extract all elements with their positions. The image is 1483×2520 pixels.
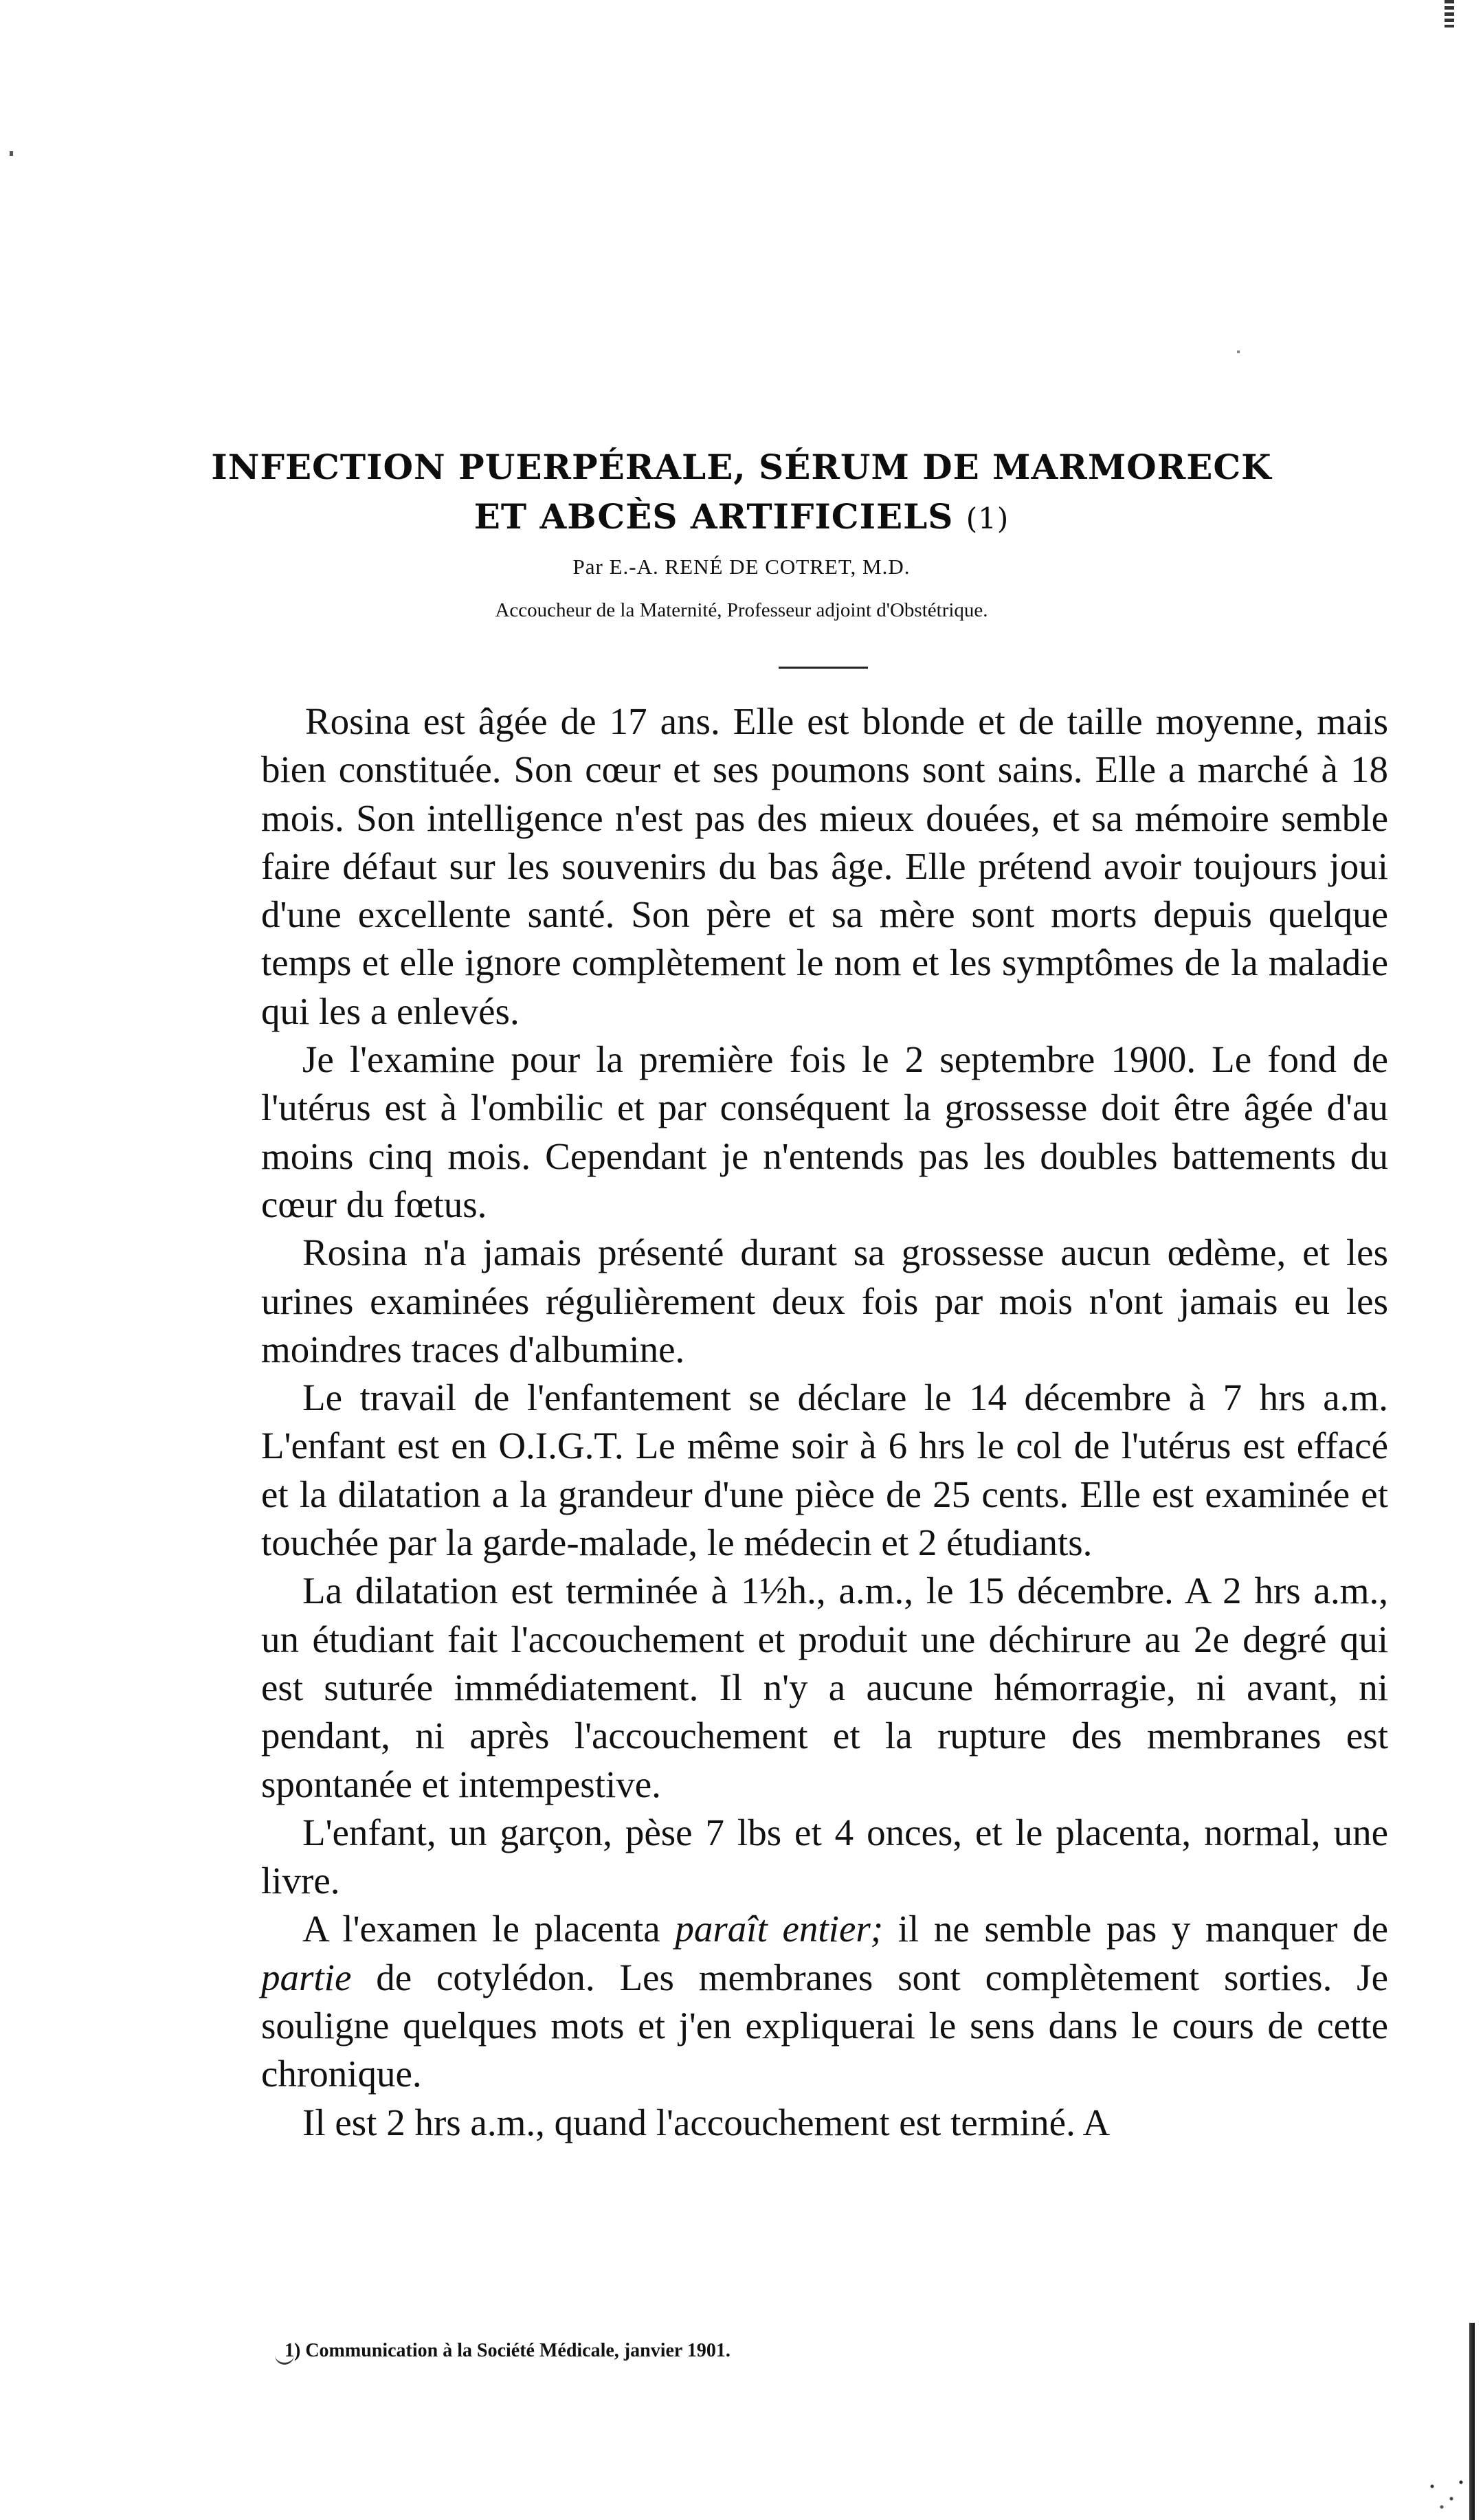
italic-emphasis: partie <box>261 1956 352 1998</box>
author-affiliation: Accoucheur de la Maternité, Professeur adjoint d'Obstétrique. <box>495 599 988 621</box>
page-edge-mark <box>1445 0 1454 27</box>
paragraph: Le travail de l'enfantement se déclare le 14 décembre à 7 hrs a.m. L'enfant est en O.I.G.T. Le même soir à 6 hrs le col de l'utérus est effacé et la dilatation a la grandeur d'une pièce de 25 cents. Elle est examinée et touchée par la garde-malade, le médecin et 2 étudiants. <box>261 1376 1388 1564</box>
article-title-line-2 <box>0 496 1483 537</box>
paragraph: La dilatation est terminée à 1½h., a.m., le 15 décembre. A 2 hrs a.m., un étudiant fait l'accouchement et produit une déchirure au 2e degré qui est suturée immédiatement. Il n'y a aucune hémorragie, ni avant, ni pendant, ni après l'accouchement et la rupture des membranes est spontanée et intempestive. <box>261 1570 1388 1805</box>
paragraph-text: A l'examen le placenta <box>302 1908 676 1950</box>
footnote: 1) Communication à la Société Médicale, janvier 1901. <box>285 2340 731 2361</box>
footnote-reference: (1) <box>966 502 1010 535</box>
paragraph <box>261 1905 1388 2098</box>
article-title-line-1: INFECTION PUERPÉRALE, SÉRUM DE MARMORECK <box>211 447 1272 487</box>
scan-speck <box>10 151 13 156</box>
paragraph: Rosina n'a jamais présenté durant sa grossesse aucun œdème, et les urines examinées régulièrement deux fois par mois n'ont jamais eu les moindres traces d'albumine. <box>261 1231 1388 1370</box>
author-byline: Par E.-A. RENÉ DE COTRET, M.D. <box>572 555 911 579</box>
paragraph: Je l'examine pour la première fois le 2 septembre 1900. Le fond de l'utérus est à l'ombilic et par conséquent la grossesse doit être âgée d'au moins cinq mois. Cependant je n'entends pas les doubles battements du cœur du fœtus. <box>261 1038 1388 1225</box>
scan-speck <box>1423 2474 1471 2515</box>
paragraph-text: il ne semble pas y manquer de <box>883 1908 1388 1950</box>
paragraph-text: de cotylédon. Les membranes sont complètement sorties. Je souligne quelques mots et j'en expliquerai le sens dans le cours de cette chronique. <box>261 1956 1388 2095</box>
paragraph: Rosina est âgée de 17 ans. Elle est blonde et de taille moyenne, mais bien constituée. Son cœur et ses poumons sont sains. Elle a marché à 18 mois. Son intelligence n'est pas des mieux douées, et sa mémoire semble faire défaut sur les souvenirs du bas âge. Elle prétend avoir toujours joui d'une excellente santé. Son père et sa mère sont morts depuis quelque temps et elle ignore complètement le nom et les symptômes de la maladie qui les a enlevés. <box>261 700 1388 1032</box>
italic-emphasis: paraît entier; <box>675 1908 884 1950</box>
section-divider <box>779 667 868 669</box>
paragraph: Il est 2 hrs a.m., quand l'accouchement est terminé. A <box>302 2101 1111 2143</box>
scan-speck <box>1237 350 1240 353</box>
article-body <box>261 698 1388 2147</box>
paragraph: L'enfant, un garçon, pèse 7 lbs et 4 onces, et le placenta, normal, une livre. <box>261 1811 1388 1902</box>
article-title-text: ET ABCÈS ARTIFICIELS <box>473 496 954 537</box>
